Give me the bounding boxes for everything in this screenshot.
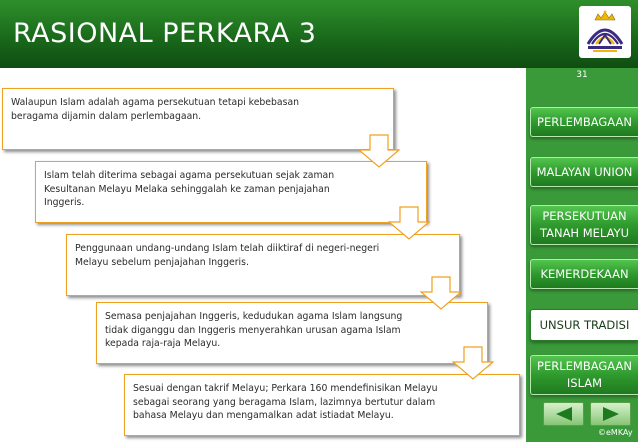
nav-button-persekutuan-tanah-melayu[interactable]	[530, 205, 638, 245]
down-arrow-icon	[358, 134, 400, 168]
slide-number: 31	[576, 70, 588, 80]
header-bar	[0, 0, 638, 68]
copyright-text: ©eMKAy	[598, 428, 633, 437]
uitm-logo-icon	[579, 6, 631, 58]
prev-slide-button[interactable]	[543, 402, 584, 426]
nav-button-label: UNSUR TRADISI	[539, 317, 630, 332]
slide-title: RASIONAL PERKARA 3	[13, 18, 317, 49]
step-text: Walaupun Islam adalah agama persekutuan tetapi kebebasan beragama dijamin dalam perlembagaan.	[11, 97, 300, 122]
triangle-right-icon	[601, 406, 621, 422]
nav-button-perlembagaan-islam[interactable]	[530, 355, 638, 395]
step-box-3	[66, 234, 460, 296]
step-box-1	[2, 88, 394, 150]
down-arrow-icon	[420, 276, 462, 310]
nav-button-label: PERSEKUTUAN TANAH MELAYU	[539, 209, 630, 240]
nav-button-kemerdekaan[interactable]	[530, 259, 638, 289]
step-text: Sesuai dengan takrif Melayu; Perkara 160 mendefinisikan Melayu sebagai seorang yang beragama Islam, lazimnya bertutur dalam bahasa Melayu dan mengamalkan adat istiadat Melayu.	[133, 383, 438, 422]
step-text: Semasa penjajahan Inggeris, kedudukan agama Islam langsung tidak diganggu dan Inggeris menyerahkan urusan agama Islam kepada raja-raja Melayu.	[105, 311, 403, 350]
nav-button-perlembagaan[interactable]	[530, 107, 638, 137]
nav-button-label: PERLEMBAGAAN	[537, 114, 632, 129]
nav-button-malayan-union[interactable]	[530, 157, 638, 187]
down-arrow-icon	[388, 206, 430, 240]
nav-button-label: MALAYAN UNION	[536, 164, 633, 179]
step-text: Islam telah diterima sebagai agama persekutuan sejak zaman Kesultanan Melayu Melaka sehinggalah ke zaman penjajahan Inggeris.	[44, 170, 335, 209]
step-box-2	[35, 161, 427, 223]
triangle-left-icon	[554, 406, 574, 422]
step-box-4	[96, 302, 488, 364]
down-arrow-icon	[452, 346, 494, 380]
logo	[579, 6, 631, 58]
nav-button-label: KEMERDEKAAN	[540, 266, 629, 281]
nav-button-label: PERLEMBAGAAN ISLAM	[537, 359, 632, 390]
step-text: Penggunaan undang-undang Islam telah diiktiraf di negeri-negeri Melayu sebelum penjajahan Inggeris.	[75, 243, 380, 268]
nav-button-unsur-tradisi[interactable]	[530, 309, 638, 341]
step-box-5	[124, 374, 520, 436]
next-slide-button[interactable]	[590, 402, 631, 426]
